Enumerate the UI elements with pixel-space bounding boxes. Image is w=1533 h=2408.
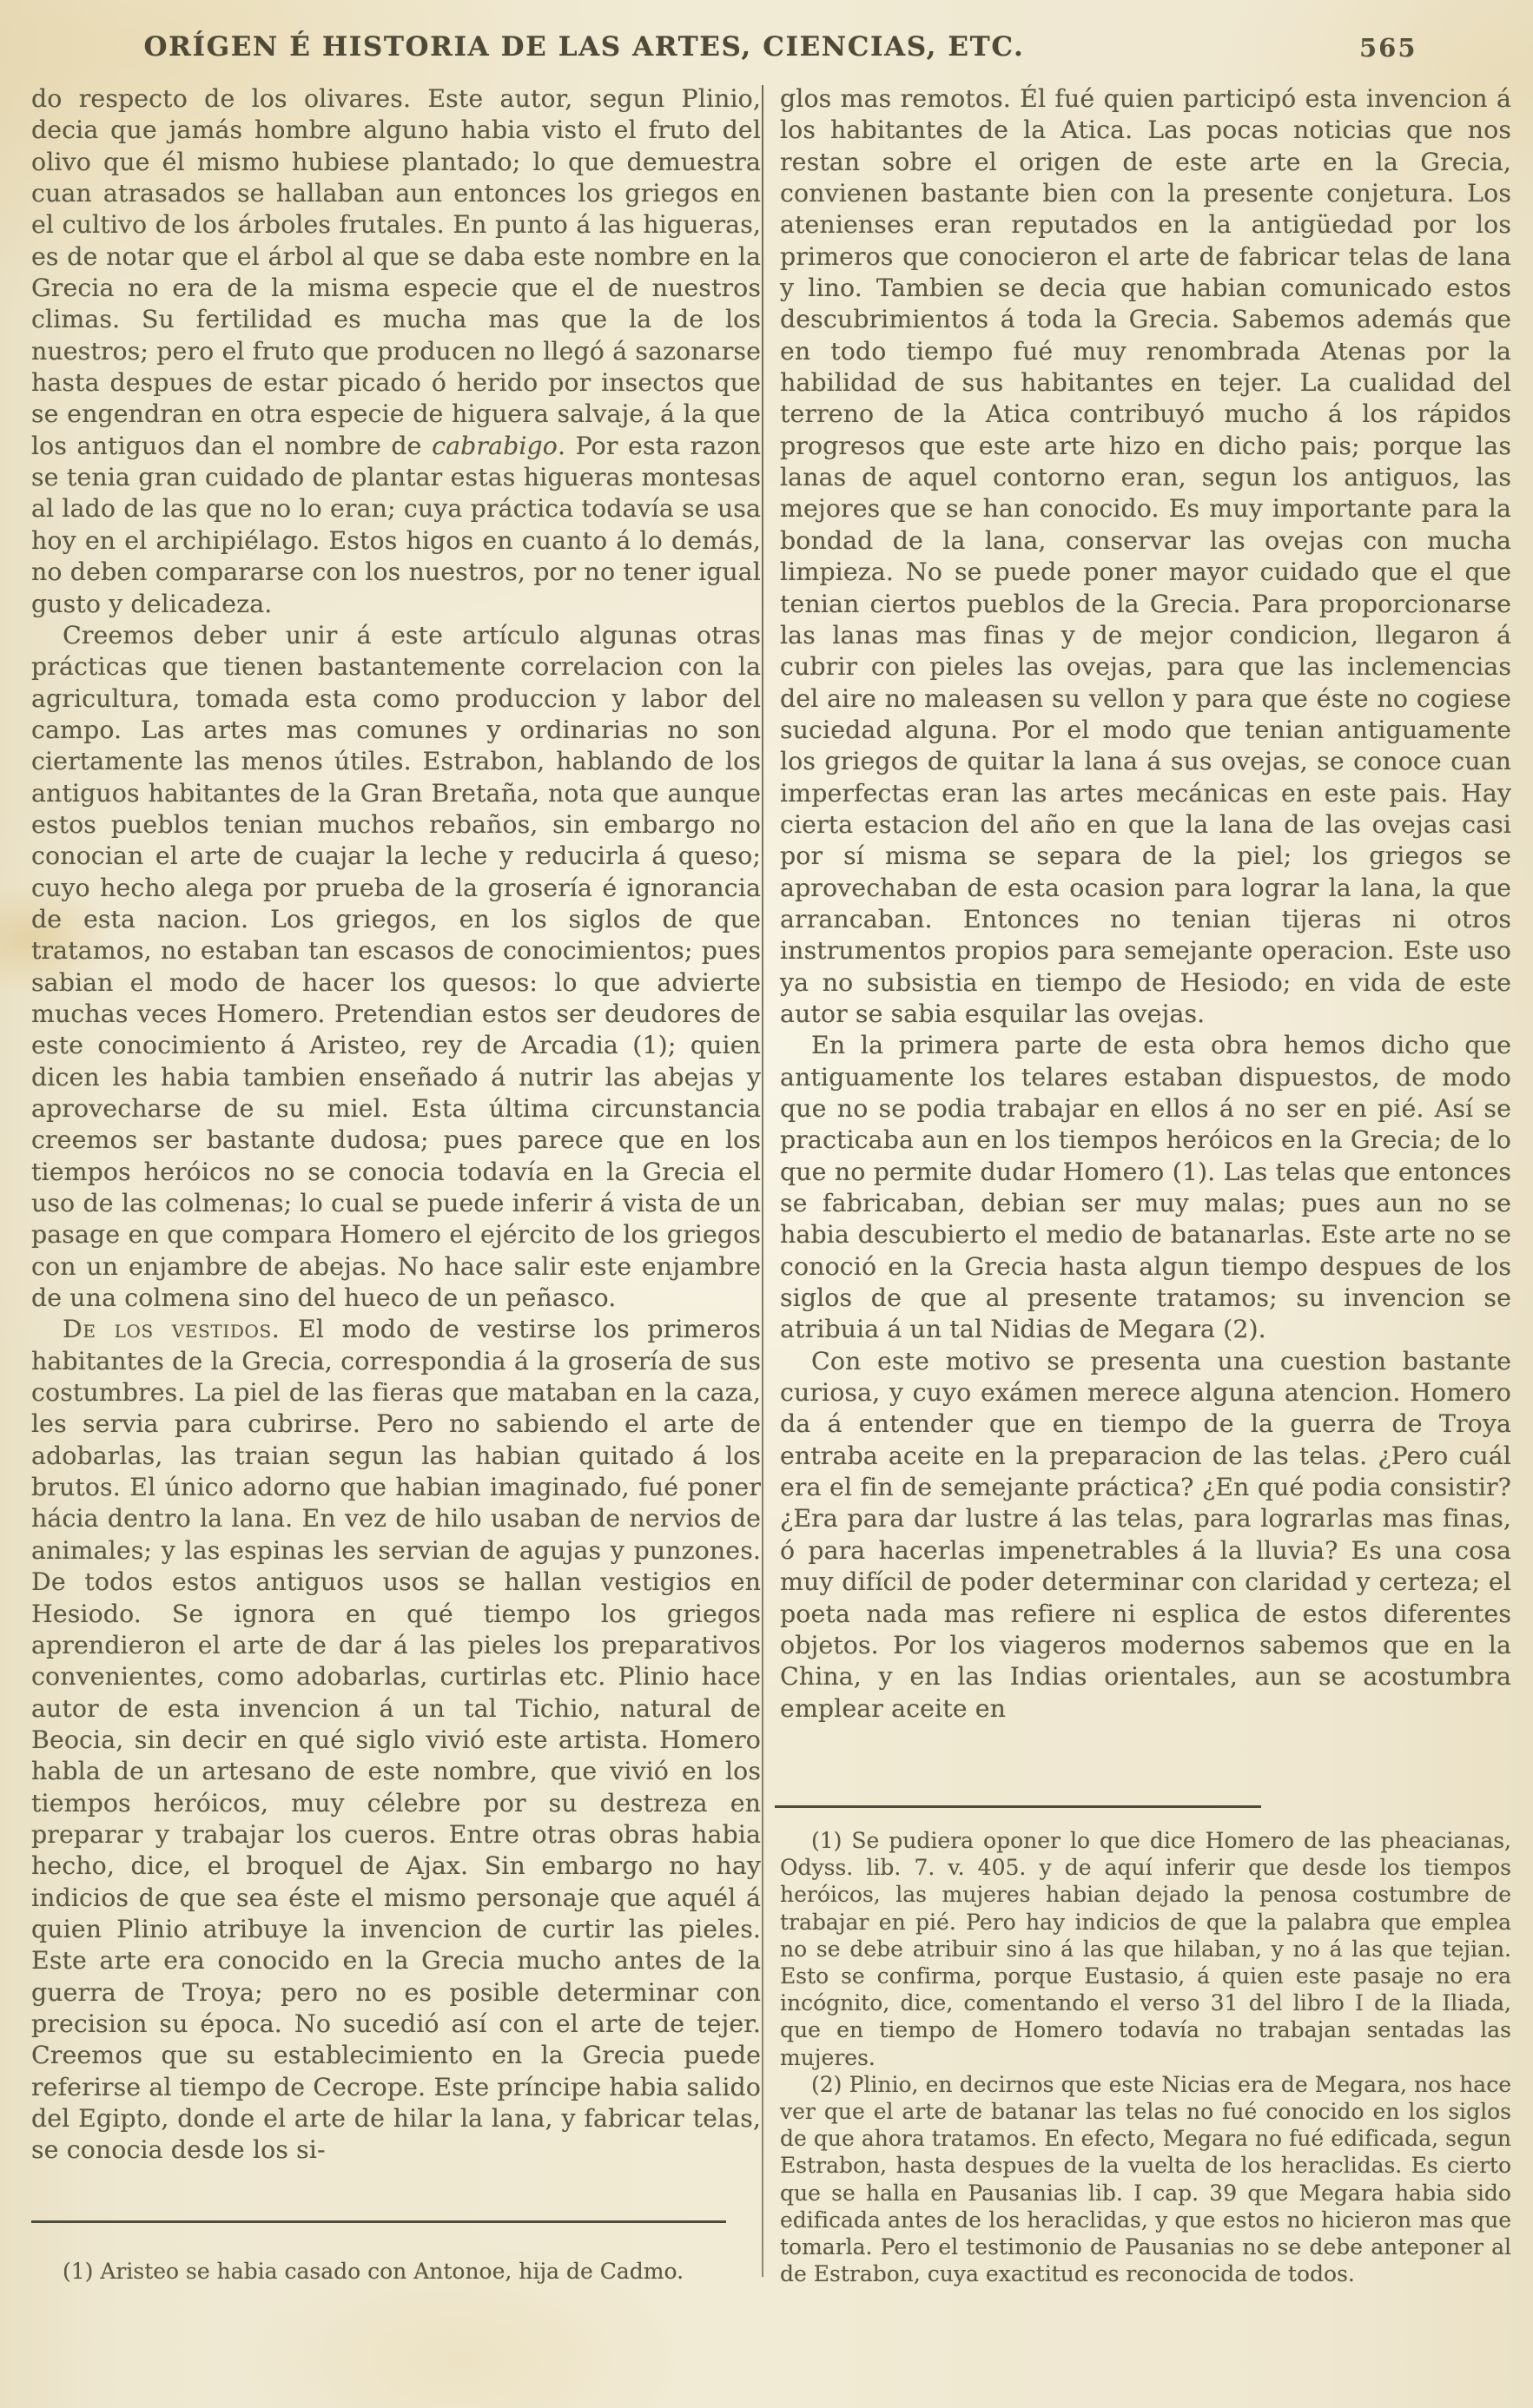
paragraph-olivares-higueras	[31, 83, 761, 620]
footnote-aristeo: (1) Aristeo se habia casado con Antonoe, hija de Cadmo.	[63, 2259, 684, 2284]
footnote-rule-right	[775, 1805, 1261, 1808]
paragraph-text: do respecto de los olivares. Este autor, segun Plinio, decia que jamás hombre alguno habia visto el fruto del olivo que él mismo hubiese plantado; lo que demuestra cuan atrasados se hallaban aun entonces los griegos en el cultivo de los árboles frutales. En punto á las higueras, es de notar que el árbol al que se daba este nombre en la Grecia no era de la misma especie que el de nuestros climas. Su fertilidad es mucha mas que la de los nuestros; pero el fruto que producen no llegó á sazonarse hasta despues de estar picado ó herido por insectos que se engendran en otra especie de higuera salvaje, á la que los antiguos dan el nombre de	[31, 84, 761, 460]
paragraph-cuestion-aceite: Con este motivo se presenta una cuestion bastante curiosa, y cuyo exámen merece alguna atencion. Homero da á entender que en tiempo de la guerra de Troya entraba aceite en la preparacion de las telas. ¿Pero cuál era el fin de semejante práctica? ¿En qué podia consistir? ¿Era para dar lustre á las telas, para lograrlas mas finas, ó para hacerlas impenetrables á la lluvia? Es una cosa muy difícil de poder determinar con claridad y certeza; el poeta nada mas refiere ni esplica de estos diferentes objetos. Por los viageros modernos sabemos que en la China, y en las Indias orientales, aun se acostumbra emplear aceite en	[780, 1346, 1511, 1723]
italic-term-cabrabigo: cabrabigo	[432, 431, 558, 460]
running-title: ORÍGEN É HISTORIA DE LAS ARTES, CIENCIAS, ETC.	[143, 31, 1025, 63]
footnote-nicias-megara: (2) Plinio, en decirnos que este Nicias era de Megara, nos hace ver que el arte de batanar las telas no fué conocido en los siglos de que ahora tratamos. En efecto, Megara no fué edificada, segun Estrabon, hasta despues de la vuelta de los heraclidas. Es cierto que se halla en Pausanias lib. I cap. 39 que Megara habia sido edificada antes de los heraclidas, y que estos no hicieron mas que tomarla. Pero el testimonio de Pausanias no se debe anteponer al de Estrabon, cuya exactitud es reconocida de todos.	[780, 2071, 1511, 2287]
paragraph-text: . Por esta razon se tenia gran cuidado de plantar estas higueras montesas al lado de las que no lo eran; cuya práctica todavía se usa hoy en el archipiélago. Estos higos en cuanto á lo demás, no deben compararse con los nuestros, por no tener igual gusto y delicadeza.	[31, 431, 761, 618]
column-divider	[762, 85, 763, 2277]
right-column	[780, 83, 1511, 1725]
right-footnotes	[780, 1827, 1511, 2287]
paragraph-de-los-vestidos	[31, 1314, 761, 2166]
page-number: 565	[1359, 33, 1417, 63]
paragraph-tejidos-atica: glos mas remotos. Él fué quien participó esta invencion á los habitantes de la Atica. Las pocas noticias que nos restan sobre el origen de este arte en la Grecia, convienen bastante bien con la presente conjetura. Los atenienses eran reputados en la antigüedad por los primeros que conocieron el arte de fabricar telas de lana y lino. Tambien se decia que habian comunicado estos descubrimientos á toda la Grecia. Sabemos además que en todo tiempo fué muy renombrada Atenas por la habilidad de sus habitantes en tejer. La cualidad del terreno de la Atica contribuyó mucho á los rápidos progresos que este arte hizo en dicho pais; porque las lanas de aquel contorno eran, segun los antiguos, las mejores que se han conocido. Es muy importante para la bondad de la lana, conservar las ovejas con mucha limpieza. No se puede poner mayor cuidado que el que tenian ciertos pueblos de la Grecia. Para proporcionarse las lanas mas finas y de mejor condicion, llegaron á cubrir con pieles las ovejas, para que las inclemencias del aire no maleasen su vellon y para que éste no cogiese suciedad alguna. Por el modo que tenian antiguamente los griegos de quitar la lana á sus ovejas, se conoce cuan imperfectas eran las artes mecánicas en este pais. Hay cierta estacion del año en que la lana de las ovejas casi por sí misma se separa de la piel; los griegos se aprovechaban de esta ocasion para lograr la lana, la que arrancaban. Entonces no tenian tijeras ni otros instrumentos propios para semejante operacion. Este uso ya no subsistia en tiempo de Hesiodo; en vida de este autor se sabia esquilar las ovejas.	[780, 84, 1511, 1028]
paragraph-telares: En la primera parte de esta obra hemos dicho que antiguamente los telares estaban dispuestos, de modo que no se podia trabajar en ellos á no ser en pié. Así se practicaba aun en los tiempos heróicos en la Grecia; de lo que no permite dudar Homero (1). Las telas que entonces se fabricaban, debian ser muy malas; pues aun no se habia descubierto el medio de batanarlas. Este arte no se conoció en la Grecia hasta algun tiempo despues de los siglos de que al presente tratamos; su invencion se atribuia á un tal Nidias de Megara (2).	[780, 1031, 1511, 1344]
left-footnotes	[31, 2258, 761, 2285]
footnote-pheacianas: (1) Se pudiera oponer lo que dice Homero de las pheacianas, Odyss. lib. 7. v. 405. y de aquí inferir que desde los tiempos heróicos, las mujeres habian dejado la penosa costumbre de trabajar en pié. Pero hay indicios de que la palabra que emplea no se debe atribuir sino á las que hilaban, y no á las que tejian. Esto se confirma, porque Eustasio, á quien este pasaje no era incógnito, dice, comentando el verso 31 del libro I de la Iliada, que en tiempo de Homero todavía no trabajan sentadas las mujeres.	[780, 1828, 1511, 2070]
smallcaps-section-lead: De los vestidos.	[63, 1315, 281, 1344]
left-column	[31, 83, 761, 2167]
paragraph-practicas-agricultura: Creemos deber unir á este artículo algunas otras prácticas que tienen bastantemente correlacion con la agricultura, tomada esta como produccion y labor del campo. Las artes mas comunes y ordinarias no son ciertamente las menos útiles. Estrabon, hablando de los antiguos habitantes de la Gran Bretaña, nota que aunque estos pueblos tenian muchos rebaños, sin embargo no conocian el arte de cuajar la leche y reducirla á queso; cuyo hecho alega por prueba de la grosería é ignorancia de esta nacion. Los griegos, en los siglos de que tratamos, no estaban tan escasos de conocimientos; pues sabian el modo de hacer los quesos: lo que advierte muchas veces Homero. Pretendian estos ser deudores de este conocimiento á Aristeo, rey de Arcadia (1); quien dicen les habia tambien enseñado á nutrir las abejas y aprovecharse de su miel. Esta última circunstancia creemos ser bastante dudosa; pues parece que en los tiempos heróicos no se conocia todavía en la Grecia el uso de las colmenas; lo cual se puede inferir á vista de un pasage en que compara Homero el ejército de los griegos con un enjambre de abejas. No hace salir este enjambre de una colmena sino del hueco de un peñasco.	[31, 620, 761, 1313]
paragraph-text: El modo de vestirse los primeros habitantes de la Grecia, correspondia á la grosería de sus costumbres. La piel de las fieras que mataban en la caza, les servia para cubrirse. Pero no sabiendo el arte de adobarlas, las traian segun las habian quitado á los brutos. El único adorno que habian imaginado, fué poner hácia dentro la lana. En vez de hilo usaban de nervios de animales; y las espinas les servian de agujas y punzones. De todos estos antiguos usos se hallan vestigios en Hesiodo. Se ignora en qué tiempo los griegos aprendieron el arte de dar á las pieles los preparativos convenientes, como adobarlas, curtirlas etc. Plinio hace autor de esta invencion á un tal Tichio, natural de Beocia, sin decir en qué siglo vivió este artista. Homero habla de un artesano de este nombre, que vivió en los tiempos heróicos, muy célebre por su destreza en preparar y trabajar los cueros. Entre otras obras habia hecho, dice, el broquel de Ajax. Sin embargo no hay indicios de que sea éste el mismo personaje que aquél á quien Plinio atribuye la invencion de curtir las pieles. Este arte era conocido en la Grecia mucho antes de la guerra de Troya; pero no es posible determinar con precision su época. No sucedió así con el arte de tejer. Creemos que su establecimiento en la Grecia puede referirse al tiempo de Cecrope. Este príncipe habia salido del Egipto, donde el arte de hilar la lana, y fabricar telas, se conocia desde los si-	[31, 1315, 761, 2165]
footnote-rule-left	[31, 2220, 726, 2223]
